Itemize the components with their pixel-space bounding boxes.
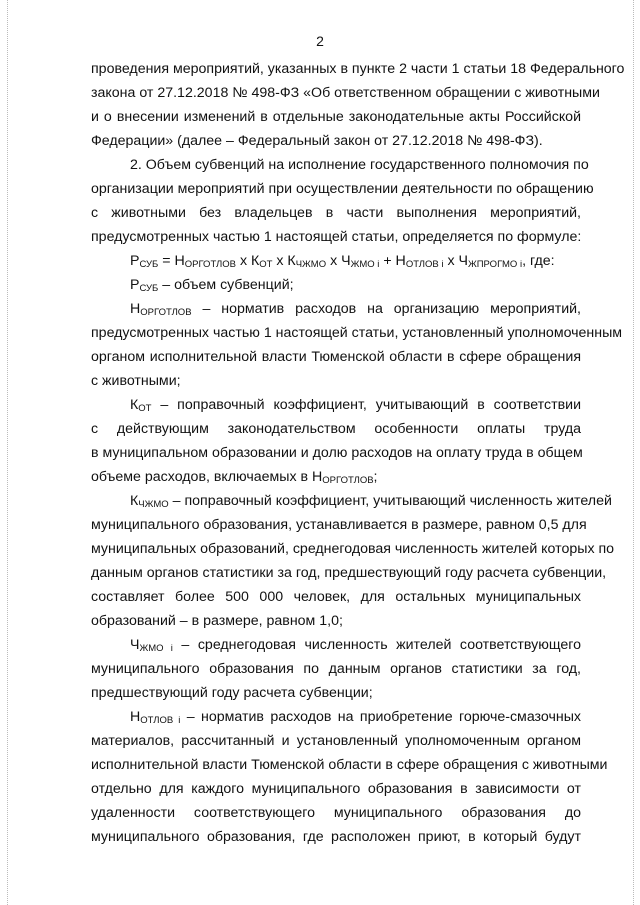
text-line: отдельно для каждого муниципального образования в зависимости от	[91, 781, 581, 797]
page-number: 2	[316, 33, 324, 49]
page-edge-right	[633, 0, 634, 905]
text-line: предшествующий году расчета субвенции;	[91, 685, 373, 701]
text-line: с животными без владельцев в части выполнения мероприятий,	[91, 205, 581, 221]
text-line: исполнительной власти Тюменской области в сфере обращения с животными	[91, 757, 608, 773]
text-line: $К_{ОТ}$ – поправочный коэффициент, учитывающий в соответствии	[130, 397, 581, 414]
text-line: муниципального образования по данным органов статистики за год,	[91, 661, 581, 677]
text-line: $Ч_{ЖМО i}$ – среднегодовая численность жителей соответствующего	[130, 637, 581, 654]
text-line: предусмотренных частью 1 настоящей статьи, установленный уполномоченным	[91, 325, 623, 341]
page-edge-left	[7, 0, 8, 905]
text-line: 2. Объем субвенций на исполнение государственного полномочия по	[130, 157, 589, 173]
formula-line: $Р_{СУБ} = Н_{ОРГОТЛОВ}$ x $К_{ОТ}$ x $К_{ЧЖМО}$ x $Ч_{ЖМО i} + Н_{ОТЛОВ i}$ x $Ч_{ЖПРОГМО i}$, где:	[130, 253, 555, 270]
text-line: $Н_{ОРГОТЛОВ}$ – норматив расходов на организацию мероприятий,	[130, 301, 581, 318]
text-line: муниципальных образований, среднегодовая численность жителей которых по	[91, 541, 615, 557]
text-line: с действующим законодательством особенности оплаты труда	[91, 421, 581, 437]
text-line: организации мероприятий при осуществлении деятельности по обращению	[91, 181, 594, 197]
text-line: $К_{ЧЖМО}$ – поправочный коэффициент, учитывающий численность жителей	[130, 493, 612, 510]
text-line: материалов, рассчитанный и установленный уполномоченным органом	[91, 733, 581, 749]
text-line: с животными;	[91, 373, 181, 389]
text-line: предусмотренных частью 1 настоящей статьи, определяется по формуле:	[91, 229, 582, 245]
text-line: Федерации» (далее – Федеральный закон от 27.12.2018 № 498-ФЗ).	[91, 133, 543, 149]
text-line: удаленности соответствующего муниципального образования до	[91, 805, 581, 821]
text-line: $Н_{ОТЛОВ i}$ – норматив расходов на приобретение горюче-смазочных	[130, 709, 581, 726]
text-line: объеме расходов, включаемых в $Н_{ОРГОТЛОВ}$;	[91, 469, 378, 486]
text-line: закона от 27.12.2018 № 498-ФЗ «Об ответственном обращении с животными	[91, 85, 600, 101]
text-line: проведения мероприятий, указанных в пункте 2 части 1 статьи 18 Федерального	[91, 61, 625, 77]
text-line: и о внесении изменений в отдельные законодательные акты Российской	[91, 109, 581, 125]
text-line: $Р_{СУБ}$ – объем субвенций;	[130, 277, 294, 294]
text-line: составляет более 500 000 человек, для остальных муниципальных	[91, 589, 581, 605]
text-line: органом исполнительной власти Тюменской области в сфере обращения	[91, 349, 581, 365]
text-line: муниципального образования, где расположен приют, в который будут	[91, 829, 581, 845]
text-line: муниципального образования, устанавливается в размере, равном 0,5 для	[91, 517, 587, 533]
text-line: в муниципальном образовании и долю расходов на оплату труда в общем	[91, 445, 583, 461]
text-line: образований – в размере, равном 1,0;	[91, 613, 343, 629]
text-line: данным органов статистики за год, предшествующий году расчета субвенции,	[91, 565, 607, 581]
